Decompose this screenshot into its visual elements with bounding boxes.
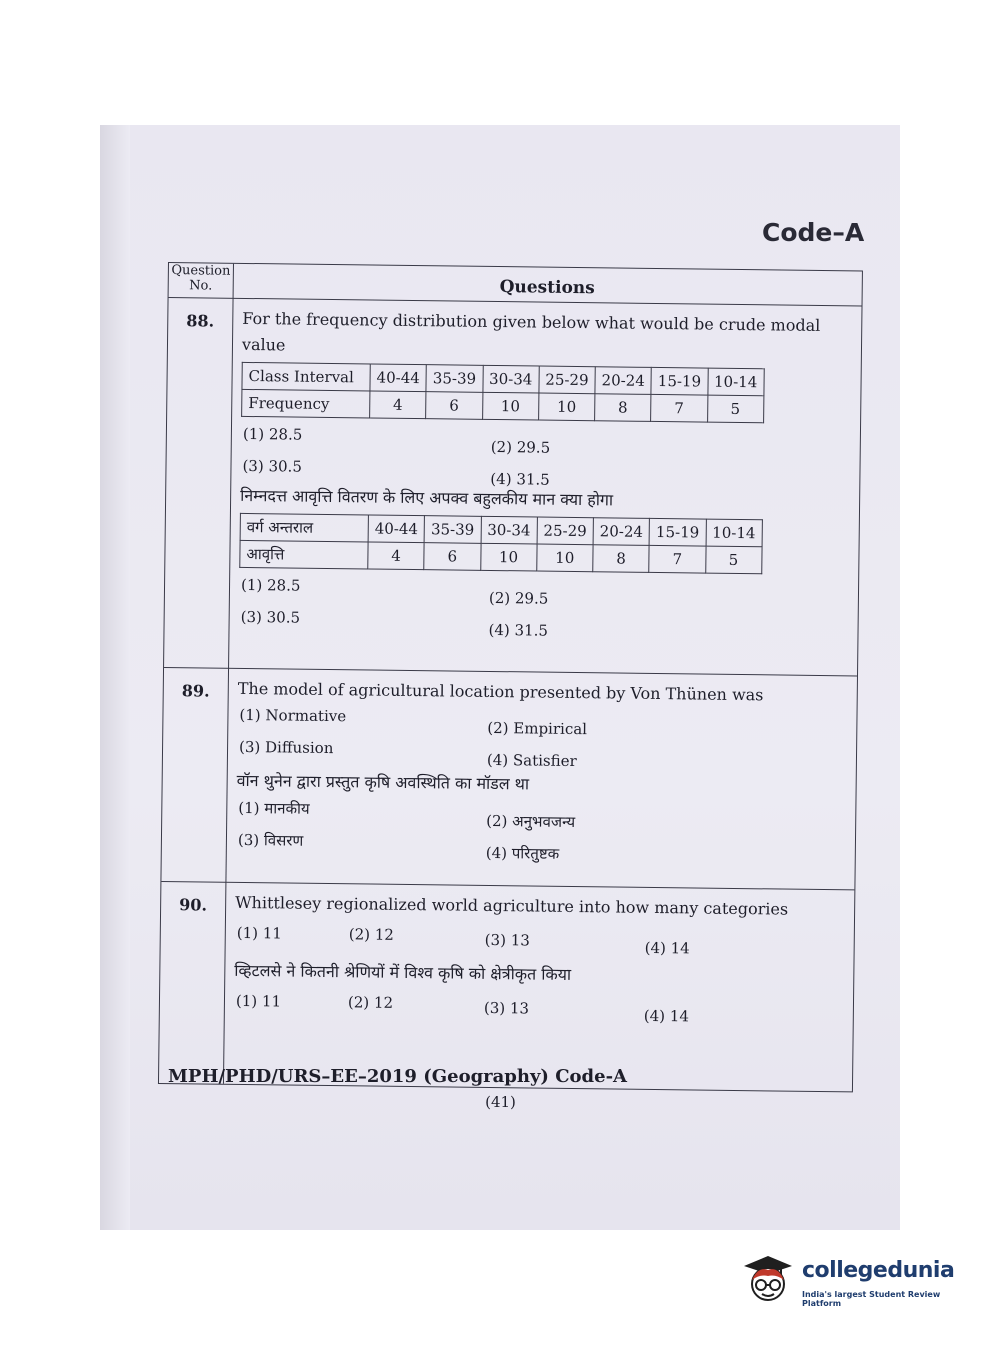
table-cell: 8 [593,545,650,573]
table-cell: 35-39 [424,516,481,544]
table-cell: 20-24 [595,367,652,395]
options-hi [238,570,852,641]
option-1: (1) Normative [239,705,347,726]
option-1: (1) 11 [236,923,283,943]
brand-name: collegedunia [802,1258,955,1283]
table-cell: 25-29 [539,366,596,394]
question-table [158,262,863,1092]
table-cell: 4 [370,391,427,419]
question-body [238,306,855,641]
table-cell: 6 [426,392,483,420]
question-body [236,676,851,867]
table-cell: 10-14 [707,368,764,396]
option-3: (3) विसरण [237,830,304,850]
option-4: (4) 31.5 [490,469,550,489]
table-cell: 20-24 [593,518,650,546]
question-text-en: For the frequency distribution given below what would be crude modal value [241,308,821,355]
table-cell: 30-34 [481,516,538,544]
question-text-en: Whittlesey regionalized world agriculture into how many categories [235,892,789,919]
options-en [235,916,848,957]
option-2: (2) 12 [348,925,395,944]
questions-header: Questions [499,277,595,299]
option-1: (1) 11 [235,991,282,1011]
table-cell: 5 [705,546,762,574]
table-cell: 30-34 [482,365,539,393]
frequency-table-en [241,362,764,423]
question-text-en: The model of agricultural location presented by Von Thünen was [237,678,764,705]
question-number: 88. [186,311,215,331]
options-en [237,702,851,775]
question-text-hi: वॉन थुनेन द्वारा प्रस्तुत कृषि अवस्थिति का मॉडल था [236,770,530,794]
question-text-hi: निम्नदत्त आवृत्ति वितरण के लिए अपक्व बहुलकीय मान क्या होगा [240,485,614,510]
option-2: (2) Empirical [487,718,588,739]
table-cell: 4 [368,542,425,570]
question-number: 90. [179,895,208,915]
option-3: (3) 30.5 [240,607,301,627]
question-no-header: Question No. [171,263,231,294]
option-2: (2) 29.5 [490,437,551,457]
table-row [242,389,764,422]
class-interval-label: Class Interval [242,362,370,391]
option-2: (2) अनुभवजन्य [486,811,576,832]
footer-code-line: MPH/PHD/URS–EE–2019 (Geography) Code-A [168,1066,628,1087]
option-3: (3) Diffusion [238,737,334,758]
option-3: (3) 13 [483,998,530,1018]
table-cell: 25-29 [537,517,594,545]
frequency-label: आवृत्ति [240,540,368,569]
table-cell: 7 [649,545,706,573]
option-1: (1) 28.5 [240,575,301,595]
option-2: (2) 12 [347,993,394,1012]
option-4: (4) 31.5 [488,620,549,640]
option-3: (3) 30.5 [242,456,303,476]
brand-tagline: India's largest Student Review Platform [802,1290,941,1308]
class-interval-label: वर्ग अन्तराल [240,513,368,542]
table-cell: 10 [537,544,594,572]
table-cell: 40-44 [368,515,425,543]
table-cell: 15-19 [649,518,706,546]
option-4: (4) Satisfier [486,750,577,771]
question-text-hi: व्हिटलसे ने कितनी श्रेणियों में विश्व कृषि को क्षेत्रीकृत किया [234,960,572,984]
page-shadow-edge [100,125,130,1230]
table-cell: 10-14 [706,519,763,547]
option-4: (4) 14 [644,938,690,958]
question-number: 89. [181,681,210,701]
question-row-88 [164,297,861,676]
collegedunia-watermark [742,1252,972,1312]
option-2: (2) 29.5 [488,588,549,608]
question-row-89 [161,667,857,890]
options-hi [236,794,850,867]
page-number: (41) [485,1093,516,1111]
code-label: Code–A [762,218,865,247]
table-cell: 8 [595,394,652,422]
options-hi [234,984,847,1025]
table-cell: 15-19 [651,367,708,395]
table-row [240,540,762,573]
frequency-label: Frequency [242,389,370,418]
table-cell: 35-39 [426,365,483,393]
frequency-table-hi [239,513,762,574]
option-4: (4) 14 [643,1006,690,1026]
table-cell: 10 [482,392,539,420]
option-4: (4) परितुष्टक [485,843,560,863]
table-cell: 10 [538,393,595,421]
option-1: (1) मानकीय [238,798,310,818]
table-cell: 40-44 [370,364,427,392]
options-en [240,419,854,490]
table-cell: 7 [651,394,708,422]
option-1: (1) 28.5 [242,424,303,444]
table-cell: 5 [707,395,764,423]
option-3: (3) 13 [484,930,530,950]
mascot-icon [742,1252,794,1304]
table-cell: 10 [480,543,537,571]
table-cell: 6 [424,543,481,571]
question-row-90 [159,881,854,1091]
question-body [234,890,849,1025]
